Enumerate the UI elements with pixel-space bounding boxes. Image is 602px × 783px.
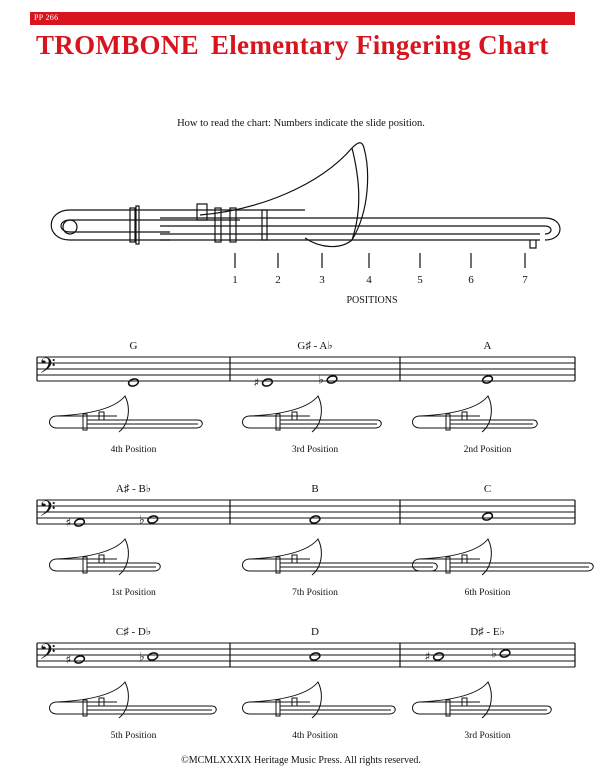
- bass-clef-icon: 𝄢: [39, 354, 56, 384]
- position-label: 1st Position: [111, 588, 156, 598]
- note-name: G: [129, 340, 138, 352]
- note-name: D♯ - E♭: [470, 626, 505, 638]
- bass-clef-icon: 𝄢: [39, 640, 56, 670]
- position-label: 5th Position: [110, 731, 157, 741]
- whole-note: [309, 515, 321, 525]
- trombone-icon: [413, 682, 552, 718]
- trombone-icon: [243, 396, 382, 432]
- sharp-icon: ♯: [65, 652, 72, 667]
- trombone-icon: [50, 539, 161, 575]
- position-label: 4th Position: [110, 445, 157, 455]
- chart-row: [37, 483, 593, 598]
- position-label: 7th Position: [292, 588, 338, 598]
- trombone-icon: [50, 682, 217, 718]
- whole-note: [74, 518, 86, 528]
- position-label: 4th Position: [292, 731, 338, 741]
- position-label: 2nd Position: [463, 445, 512, 455]
- trombone-icon: [50, 396, 203, 432]
- note-name: A: [483, 340, 492, 352]
- flat-icon: ♭: [138, 649, 145, 664]
- whole-note: [326, 375, 338, 385]
- position-number: 5: [417, 274, 423, 286]
- note-name: B: [311, 483, 319, 495]
- bass-clef-icon: 𝄢: [39, 497, 56, 527]
- position-label: 3rd Position: [464, 731, 511, 741]
- note-name: C♯ - D♭: [115, 626, 152, 638]
- whole-note: [147, 515, 159, 525]
- copyright-footer: ©MCMLXXXIX Heritage Music Press. All rights reserved.: [181, 755, 421, 766]
- whole-note: [499, 649, 511, 659]
- sharp-icon: ♯: [253, 375, 260, 390]
- whole-note: [482, 512, 494, 522]
- sharp-icon: ♯: [65, 515, 72, 530]
- flat-icon: ♭: [318, 372, 324, 387]
- page-code: PP 266: [34, 13, 59, 22]
- note-name: G♯ - A♭: [297, 340, 333, 352]
- positions-label: POSITIONS: [346, 295, 398, 306]
- trombone-icon: [243, 539, 438, 575]
- trombone-icon: [413, 396, 538, 432]
- position-number: 6: [468, 274, 474, 286]
- whole-note: [433, 652, 445, 662]
- position-number: 1: [232, 274, 238, 286]
- chart-row: [37, 626, 575, 741]
- note-name: C: [483, 483, 492, 495]
- whole-note: [262, 378, 274, 388]
- title-rest: Elementary Fingering Chart: [210, 30, 549, 60]
- position-number: 3: [319, 274, 325, 286]
- whole-note: [74, 655, 86, 665]
- trombone-icon: [243, 682, 396, 718]
- title-instrument: TROMBONE: [36, 30, 199, 60]
- whole-note: [147, 652, 159, 662]
- position-label: 3rd Position: [291, 445, 339, 455]
- position-number: 7: [522, 274, 528, 286]
- flat-icon: ♭: [491, 646, 497, 661]
- position-number: 2: [275, 274, 281, 286]
- intro-text: How to read the chart: Numbers indicate the slide position.: [177, 118, 425, 129]
- position-label: 6th Position: [464, 588, 511, 598]
- sharp-icon: ♯: [424, 649, 431, 664]
- whole-note: [128, 378, 140, 388]
- note-name: D: [311, 626, 319, 638]
- note-name: A♯ - B♭: [115, 483, 152, 495]
- whole-note: [309, 652, 321, 662]
- flat-icon: ♭: [138, 512, 145, 527]
- trombone-icon: [413, 539, 594, 575]
- whole-note: [482, 375, 494, 385]
- position-number: 4: [366, 274, 372, 286]
- chart-row: [37, 340, 575, 455]
